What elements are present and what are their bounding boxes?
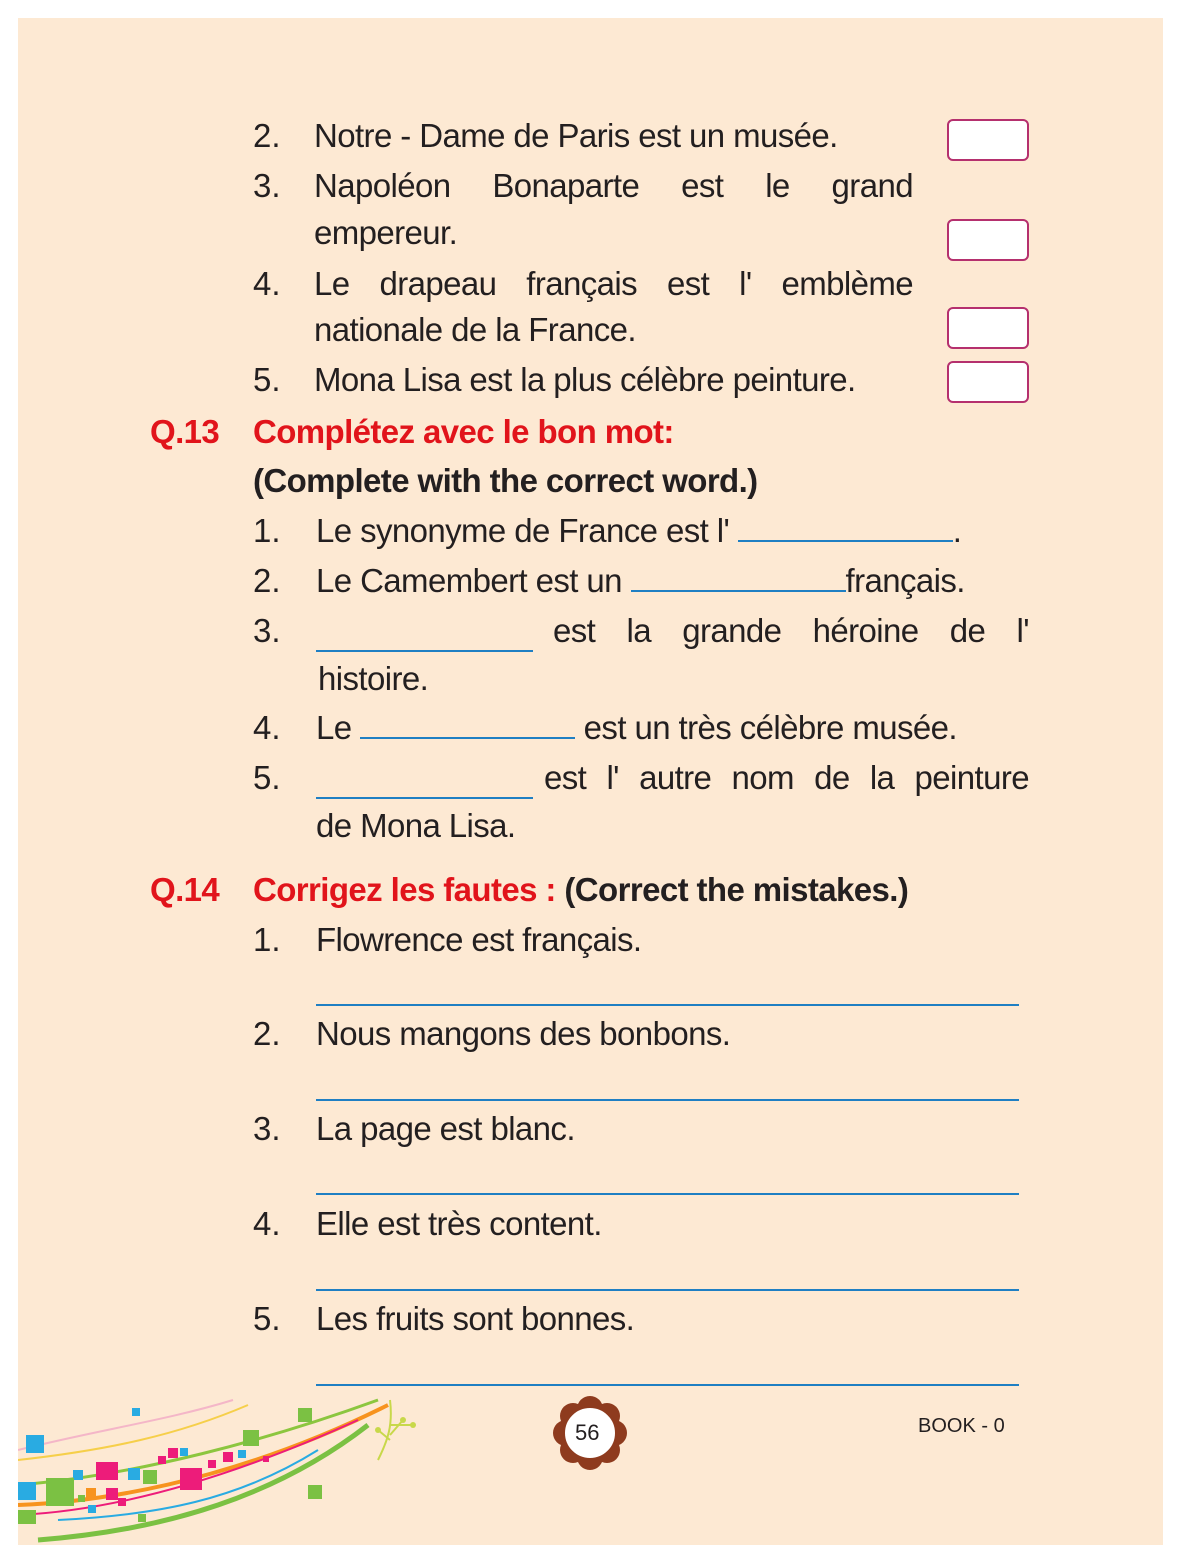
q14-item-4-answer-line[interactable] bbox=[316, 1289, 1019, 1291]
tf-item-5-number: 5. bbox=[253, 361, 281, 398]
decor-square bbox=[18, 1482, 36, 1500]
q14-number: Q.14 bbox=[150, 871, 220, 908]
decor-square bbox=[86, 1488, 96, 1498]
decor-square bbox=[96, 1462, 118, 1480]
word: la bbox=[626, 612, 651, 649]
tf-item-4-number: 4. bbox=[253, 265, 281, 302]
decorative-swirl-graphic bbox=[18, 1390, 438, 1545]
q14-item-2-text: Nous mangons des bonbons. bbox=[316, 1015, 731, 1052]
tf-answer-box-5[interactable] bbox=[947, 361, 1029, 403]
q14-item-5-answer-line[interactable] bbox=[316, 1384, 1019, 1386]
q13-item-5-line2: de Mona Lisa. bbox=[316, 807, 516, 844]
word: l' bbox=[1016, 612, 1029, 649]
decor-stroke bbox=[38, 1425, 368, 1540]
q14-item-1-answer-line[interactable] bbox=[316, 1004, 1019, 1006]
word: la bbox=[869, 759, 895, 796]
decor-square bbox=[223, 1452, 233, 1462]
decor-square bbox=[168, 1448, 178, 1458]
decor-square bbox=[106, 1488, 118, 1500]
tf-answer-box-4[interactable] bbox=[947, 307, 1029, 349]
word: grande bbox=[682, 612, 782, 649]
decor-square bbox=[238, 1450, 246, 1458]
decor-square bbox=[243, 1430, 259, 1446]
decor-square bbox=[180, 1448, 188, 1456]
q13-item-1-number: 1. bbox=[253, 512, 281, 549]
word: nom bbox=[731, 759, 794, 796]
decor-square bbox=[18, 1510, 36, 1524]
tf-item-4-line2: nationale de la France. bbox=[314, 311, 636, 348]
word: grand bbox=[831, 167, 913, 204]
q13-item-2-number: 2. bbox=[253, 562, 281, 599]
word: l' bbox=[739, 265, 752, 302]
tf-item-5-text: Mona Lisa est la plus célèbre peinture. bbox=[314, 361, 856, 398]
q14-item-4-text: Elle est très content. bbox=[316, 1205, 602, 1242]
q13-title: Complétez avec le bon mot: bbox=[253, 413, 674, 450]
decor-square bbox=[26, 1435, 44, 1453]
decor-square bbox=[46, 1478, 74, 1506]
q13-item-4 bbox=[316, 708, 957, 748]
q13-item-2-text: Le Camembert est un bbox=[316, 562, 622, 599]
tf-item-2-number: 2. bbox=[253, 117, 281, 154]
q14-item-5-text: Les fruits sont bonnes. bbox=[316, 1300, 635, 1337]
tf-item-3-line1 bbox=[314, 166, 913, 206]
word: le bbox=[765, 167, 790, 204]
word: est bbox=[666, 265, 710, 302]
tf-item-2-text: Notre - Dame de Paris est un musée. bbox=[314, 117, 838, 154]
q14-item-3-text: La page est blanc. bbox=[316, 1110, 575, 1147]
q14-item-3-number: 3. bbox=[253, 1110, 281, 1147]
word: emblème bbox=[781, 265, 913, 302]
q14-item-4-number: 4. bbox=[253, 1205, 281, 1242]
word: drapeau bbox=[379, 265, 497, 302]
word: est bbox=[544, 759, 587, 796]
q14-item-1-text: Flowrence est français. bbox=[316, 921, 642, 958]
decor-square bbox=[208, 1460, 216, 1468]
q14-subtitle: (Correct the mistakes.) bbox=[564, 871, 909, 908]
decor-square bbox=[138, 1514, 146, 1522]
q13-subtitle: (Complete with the correct word.) bbox=[253, 462, 758, 499]
q14-item-2-answer-line[interactable] bbox=[316, 1099, 1019, 1101]
decor-square bbox=[73, 1470, 83, 1480]
word: français bbox=[526, 265, 638, 302]
decor-square bbox=[118, 1498, 126, 1506]
decor-square bbox=[143, 1470, 157, 1484]
word: de bbox=[949, 612, 986, 649]
decor-square bbox=[308, 1485, 322, 1499]
q13-item-2 bbox=[316, 561, 965, 601]
q13-item-4-end: est un très célèbre musée. bbox=[583, 709, 957, 746]
word: Le bbox=[314, 265, 350, 302]
q13-number: Q.13 bbox=[150, 413, 220, 450]
q13-item-3-line1 bbox=[553, 611, 1029, 651]
book-label: BOOK - 0 bbox=[918, 1415, 1005, 1437]
decor-square bbox=[180, 1468, 202, 1490]
decor-square bbox=[263, 1456, 269, 1462]
word: Bonaparte bbox=[492, 167, 640, 204]
decor-square bbox=[132, 1408, 140, 1416]
word: de bbox=[814, 759, 850, 796]
tf-item-3-number: 3. bbox=[253, 167, 281, 204]
q13-item-1-end: . bbox=[952, 512, 962, 549]
decor-dot bbox=[400, 1417, 406, 1423]
word: autre bbox=[639, 759, 712, 796]
q13-item-4-blank[interactable] bbox=[360, 737, 575, 739]
q14-heading bbox=[253, 870, 908, 910]
decor-square bbox=[158, 1456, 166, 1464]
q13-item-5-blank[interactable] bbox=[316, 797, 533, 799]
q13-item-5-number: 5. bbox=[253, 759, 281, 796]
q13-item-5-line1 bbox=[544, 758, 1029, 798]
page-number: 56 bbox=[575, 1420, 600, 1445]
tf-item-3-line2: empereur. bbox=[314, 214, 458, 251]
q13-item-4-number: 4. bbox=[253, 709, 281, 746]
word: est bbox=[681, 167, 724, 204]
decor-dot bbox=[375, 1427, 381, 1433]
tf-answer-box-3[interactable] bbox=[947, 219, 1029, 261]
q13-item-1 bbox=[316, 511, 961, 551]
q13-item-3-number: 3. bbox=[253, 612, 281, 649]
q14-item-3-answer-line[interactable] bbox=[316, 1193, 1019, 1195]
tf-answer-box-2[interactable] bbox=[947, 119, 1029, 161]
q13-item-1-text: Le synonyme de France est l' bbox=[316, 512, 730, 549]
q13-item-4-text: Le bbox=[316, 709, 352, 746]
word: est bbox=[553, 612, 596, 649]
decor-stroke bbox=[378, 1420, 413, 1440]
q14-item-5-number: 5. bbox=[253, 1300, 281, 1337]
decor-square bbox=[128, 1468, 140, 1480]
decor-square bbox=[298, 1408, 312, 1422]
decor-dot bbox=[410, 1422, 416, 1428]
q14-title: Corrigez les fautes : bbox=[253, 871, 556, 908]
q13-item-2-end: français. bbox=[845, 562, 965, 599]
decor-square bbox=[78, 1495, 85, 1502]
tf-item-4-line1 bbox=[314, 264, 913, 304]
decor-square bbox=[88, 1505, 96, 1513]
word: peinture bbox=[914, 759, 1029, 796]
q14-item-2-number: 2. bbox=[253, 1015, 281, 1052]
q13-item-1-blank[interactable] bbox=[738, 540, 953, 542]
q14-item-1-number: 1. bbox=[253, 921, 281, 958]
q13-item-3-blank[interactable] bbox=[316, 650, 533, 652]
q13-item-3-line2: histoire. bbox=[318, 660, 429, 697]
word: héroine bbox=[812, 612, 919, 649]
q13-item-2-blank[interactable] bbox=[631, 590, 846, 592]
word: l' bbox=[606, 759, 619, 796]
word: Napoléon bbox=[314, 167, 451, 204]
